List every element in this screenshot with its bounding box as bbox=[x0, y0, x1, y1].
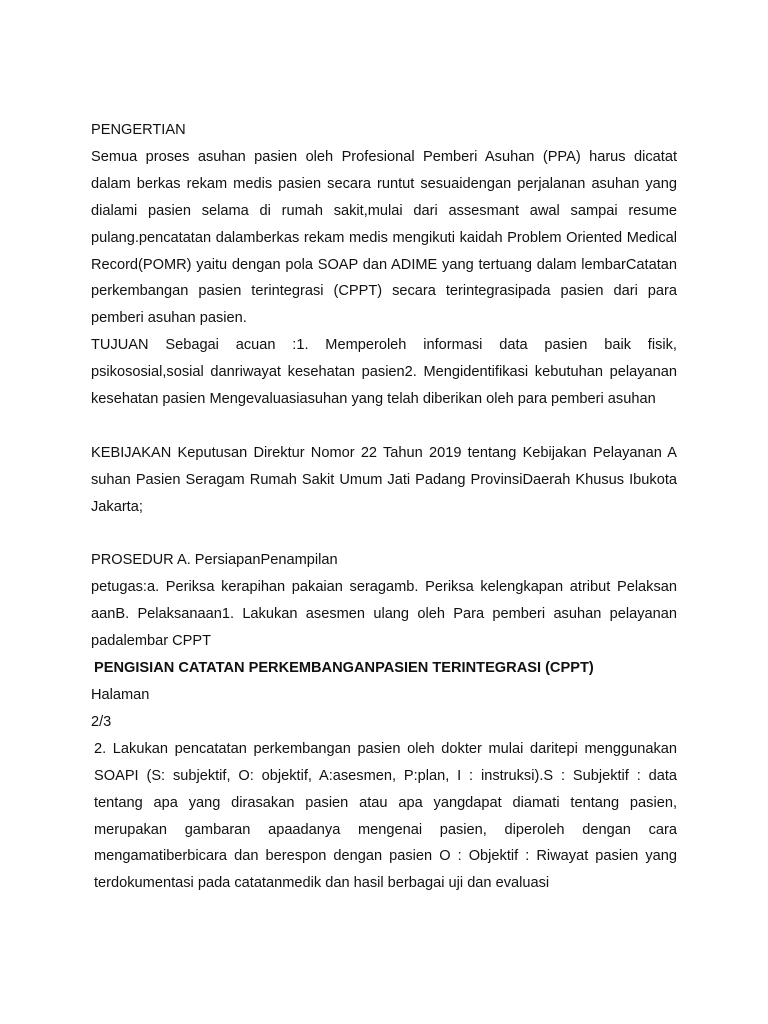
prosedur-heading: PROSEDUR A. PersiapanPenampilan bbox=[91, 552, 338, 569]
halaman-label: Halaman bbox=[91, 687, 150, 703]
blank-line bbox=[91, 413, 677, 440]
pengertian-body: Semua proses asuhan pasien oleh Profesional Pemberi Asuhan (PPA) harus dicatat dalam berkas rekam medis pasien secara runtut sesuaidengan perjalanan asuhan yang dialami pasien selama di rumah sakit,mulai dari assesmant awal sampai resume pulang.pencatatan dalamberkas rekam medis mengikuti kaidah Problem Oriented Medical Record(POMR) yaitu dengan pola SOAP dan ADIME yang tertuang dalam lembarCatatan perkembangan pasien terintegrasi (CPPT) secara terintegrasipada pasien dari para pemberi asuhan pasien. bbox=[91, 148, 677, 327]
section-title: PENGISIAN CATATAN PERKEMBANGANPASIEN TERINTEGRASI (CPPT) bbox=[94, 660, 594, 677]
blank-line bbox=[91, 521, 677, 548]
prosedur-body: petugas:a. Periksa kerapihan pakaian seragamb. Periksa kelengkapan atribut Pelaksan aanB. Pelaksanaan1. Lakukan asesmen ulang oleh Para pemberi asuhan pelayanan padalembar CPPT bbox=[91, 579, 677, 650]
document-page bbox=[91, 117, 677, 897]
tujuan-paragraph: TUJUAN Sebagai acuan :1. Memperoleh informasi data pasien baik fisik, psikososial,sosial danriwayat kesehatan pasien2. Mengidentifikasi kebutuhan pelayanan kesehatan pasien Mengevaluasiasuhan yang telah diberikan oleh para pemberi asuhan bbox=[91, 337, 677, 408]
kebijakan-paragraph: KEBIJAKAN Keputusan Direktur Nomor 22 Tahun 2019 tentang Kebijakan Pelayanan A suhan Pasien Seragam Rumah Sakit Umum Jati Padang ProvinsiDaerah Khusus Ibukota Jakarta; bbox=[91, 444, 677, 515]
pengertian-heading: PENGERTIAN bbox=[91, 122, 186, 138]
step-2-paragraph: 2. Lakukan pencatatan perkembangan pasien oleh dokter mulai daritepi menggunakan SOAPI (S: subjektif, O: objektif, A:asesmen, P:plan, I : instruksi).S : Subjektif : data tentang apa yang dirasakan pasien atau apa yangdapat diamati tentang pasien, merupakan gambaran apaadanya mengenai pasien, diperoleh dengan cara mengamatiberbicara dan berespon dengan pasien O : Objektif : Riwayat pasien yang terdokumentasi pada catatanmedik dan hasil berbagai uji dan evaluasi bbox=[94, 740, 677, 892]
page-number: 2/3 bbox=[91, 713, 112, 730]
